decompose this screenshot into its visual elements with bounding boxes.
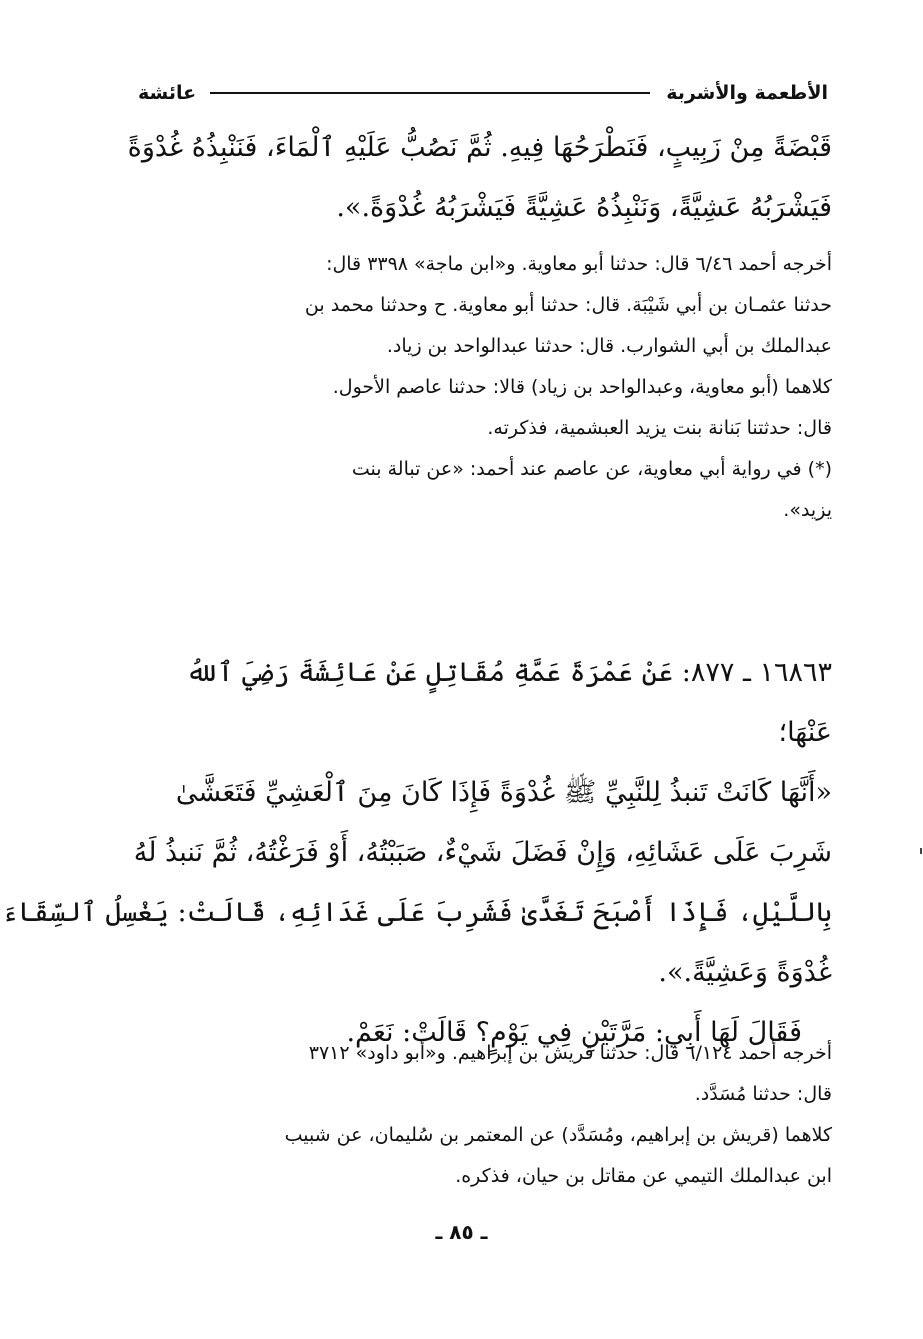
header-book-title: الأطعمة والأشربة [666, 82, 828, 104]
note-line: يزيد». [783, 499, 832, 521]
note-line: أخرجه أحمد ٦/١٢٤ قال: حدثنا قريش بن إبراهيم. و«أبو داود» ٣٧١٢ [308, 1042, 832, 1064]
page-number: ـ ٨٥ ـ [435, 1220, 488, 1244]
hadith-line: قَبْضَةً مِنْ زَبِيبٍ، فَنَطْرَحُهَا فِيهِ. ثُمَّ نَصُبُّ عَلَيْهِ ٱلْمَاءَ، فَنَنْبِذُهُ غُدْوَةً [127, 132, 832, 163]
note-line: كلاهما (قريش بن إبراهيم، ومُسَدَّد) عن المعتمر بن سُليمان، عن شبيب [284, 1124, 832, 1146]
hadith-line: عَنْهَا؛ [778, 717, 832, 748]
running-header [138, 78, 828, 108]
hadith-line: «أَنَّهَا كَانَتْ تَنبذُ لِلنَّبِيِّ ﷺ غُدْوَةً فَإِذَا كَانَ مِنَ ٱلْعَشِيِّ فَتَعَشَّىٰ [175, 777, 832, 808]
takhrij-note-2 [132, 1033, 832, 1197]
header-chapter-name: عائشة [138, 82, 197, 104]
hadith-16863 [2, 643, 832, 1063]
note-line: (*) في رواية أبي معاوية، عن عاصم عند أحمد: «عن تبالة بنت [351, 458, 832, 480]
note-line: أخرجه أحمد ٦/٤٦ قال: حدثنا أبو معاوية. و«ابن ماجة» ٣٣٩٨ قال: [326, 253, 832, 275]
header-rule [210, 92, 650, 94]
takhrij-note-1 [132, 244, 832, 531]
hadith-line: بِاللَّيْلِ، فَإِذَا أَصْبَحَ تَغَدَّىٰ فَشَرِبَ عَلَى غَدَائِهِ، قَالَتْ: يَغْسِلُ ٱلسِّقَاءَ [2, 897, 832, 928]
hadith-text-continued [127, 118, 832, 238]
note-line: كلاهما (أبو معاوية، وعبدالواحد بن زياد) قالا: حدثنا عاصم الأحول. [332, 376, 832, 398]
note-line: عبدالملك بن أبي الشوارب. قال: حدثنا عبدالواحد بن زياد. [386, 335, 832, 357]
hadith-line: فَيَشْرَبُهُ عَشِيَّةً، وَنَنْبِذُهُ عَشِيَّةً فَيَشْرَبُهُ غُدْوَةً.». [336, 192, 832, 223]
hadith-line: غُدْوَةً وَعَشِيَّةً.». [658, 957, 832, 988]
note-line: قال: حدثتنا بَنانة بنت يزيد العبشمية، فذكرته. [487, 417, 832, 439]
hadith-line: شَرِبَ عَلَى عَشَائِهِ، وَإِنْ فَضَلَ شَيْءٌ، صَبَبْتُهُ، أَوْ فَرَغْتُهُ، ثُمَّ نَنبذُ لَهُ [133, 837, 832, 868]
hadith-line: فَقَالَ لَهَا أَبِي: مَرَّتَيْنِ فِي يَوْمٍ؟ قَالَتْ: نَعَمْ. [346, 1017, 802, 1048]
note-line: قال: حدثنا مُسَدَّد. [694, 1083, 832, 1105]
hadith-heading: ١٦٨٦٣ ـ ٨٧٧: عَنْ عَمْرَةَ عَمَّةِ مُقَاتِلٍ عَنْ عَائِشَةَ رَضِيَ ٱللهُ [185, 657, 832, 688]
note-line: ابن عبدالملك التيمي عن مقاتل بن حيان، فذكره. [455, 1165, 832, 1187]
margin-mark [920, 848, 922, 854]
note-line: حدثنا عثمـان بن أبي شَيْبَة. قال: حدثنا أبو معاوية. ح وحدثنا محمد بن [304, 294, 832, 316]
